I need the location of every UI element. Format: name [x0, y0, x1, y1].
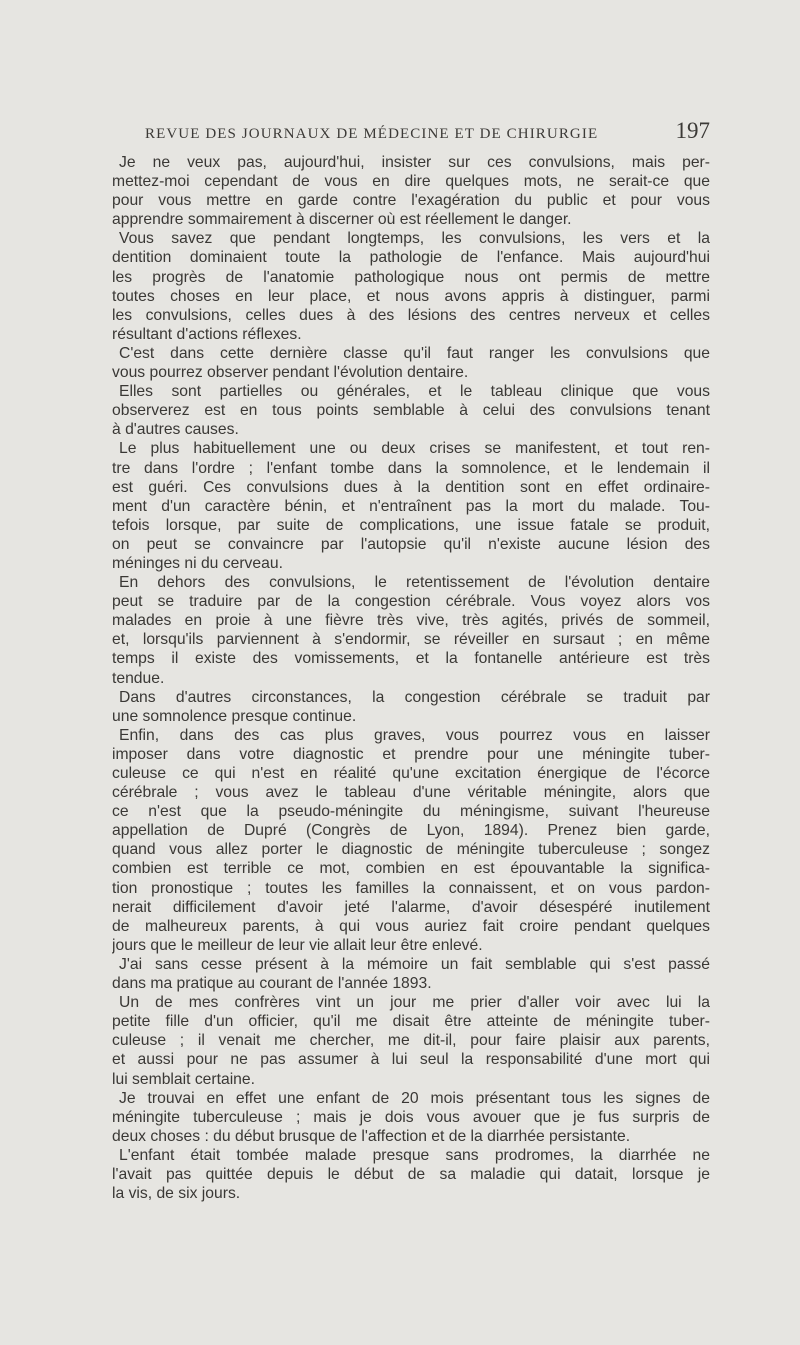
text-line: est guéri. Ces convulsions dues à la dentition sont en effet ordinaire- — [112, 478, 710, 496]
text-line: peut se traduire par de la congestion cérébrale. Vous voyez alors vos — [112, 593, 710, 611]
text-line: Dans d'autres circonstances, la congestion cérébrale se traduit par — [119, 688, 710, 706]
text-line: pour vous mettre en garde contre l'exagération du public et pour vous — [112, 192, 710, 210]
text-line: une somnolence presque continue. — [112, 707, 357, 725]
text-line: tendue. — [112, 669, 165, 687]
body-text — [112, 153, 710, 1203]
text-line: à d'autres causes. — [112, 421, 239, 439]
text-line: dans ma pratique au courant de l'année 1893. — [112, 975, 432, 993]
text-line: cérébrale ; vous avez le tableau d'une véritable méningite, alors que — [112, 784, 710, 802]
text-line: L'enfant était tombée malade presque sans prodromes, la diarrhée ne — [119, 1146, 710, 1164]
text-line: Le plus habituellement une ou deux crises se manifestent, et tout ren- — [119, 440, 710, 458]
text-line: combien est terrible ce mot, combien en est épouvantable la significa- — [112, 860, 710, 878]
text-line: temps il existe des vomissements, et la fontanelle antérieure est très — [112, 650, 710, 668]
paragraph — [112, 344, 710, 382]
text-line: apprendre sommairement à discerner où est réellement le danger. — [112, 211, 572, 229]
text-line: de malheureux parents, à qui vous auriez fait croire pendant quelques — [112, 917, 710, 935]
text-line: mettez-moi cependant de vous en dire quelques mots, ne serait-ce que — [112, 173, 710, 191]
text-line: malades en proie à une fièvre très vive, très agités, privés de sommeil, — [112, 612, 710, 630]
text-line: En dehors des convulsions, le retentissement de l'évolution dentaire — [119, 574, 710, 592]
text-line: on peut se convaincre par l'autopsie qu'il n'existe aucune lésion des — [112, 535, 710, 553]
paragraph — [112, 153, 710, 229]
text-line: nerait difficilement d'avoir jeté l'alarme, d'avoir désespéré inutilement — [112, 898, 710, 916]
paragraph — [112, 1089, 710, 1146]
running-header — [145, 118, 710, 148]
paragraph — [112, 688, 710, 726]
text-line: appellation de Dupré (Congrès de Lyon, 1894). Prenez bien garde, — [112, 822, 710, 840]
text-line: imposer dans votre diagnostic et prendre pour une méningite tuber- — [112, 745, 710, 763]
text-line: Enfin, dans des cas plus graves, vous pourrez vous en laisser — [119, 726, 710, 744]
text-line: deux choses : du début brusque de l'affection et de la diarrhée persistante. — [112, 1127, 631, 1145]
text-line: Un de mes confrères vint un jour me prier d'aller voir avec lui la — [119, 994, 710, 1012]
paragraph — [112, 726, 710, 955]
text-line: petite fille d'un officier, qu'il me disait être atteinte de méningite tuber- — [112, 1013, 710, 1031]
text-line: tion pronostique ; toutes les familles la connaissent, et on vous pardon- — [112, 879, 710, 897]
text-line: ment d'un caractère bénin, et n'entraînent pas la mort du malade. Tou- — [112, 497, 710, 515]
paragraph — [112, 993, 710, 1088]
paragraph — [112, 439, 710, 573]
text-line: culeuse ce qui n'est en réalité qu'une excitation énergique de l'écorce — [112, 765, 710, 782]
text-line: et, lorsqu'ils parviennent à s'endormir, se réveiller en sursaut ; en même — [112, 631, 710, 649]
text-line: C'est dans cette dernière classe qu'il faut ranger les convulsions que — [119, 344, 710, 362]
text-line: quand vous allez porter le diagnostic de méningite tuberculeuse ; songez — [112, 841, 710, 859]
paragraph — [112, 229, 710, 344]
running-title: REVUE DES JOURNAUX DE MÉDECINE ET DE CHIRURGIE — [145, 126, 599, 142]
text-line: ce n'est que la pseudo-méningite du méningisme, suivant l'heureuse — [112, 803, 710, 821]
text-line: observerez est en tous points semblable à celui des convulsions tenant — [112, 402, 710, 420]
text-line: vous pourrez observer pendant l'évolution dentaire. — [112, 364, 469, 382]
paragraph — [112, 1146, 710, 1203]
text-line: tefois lorsque, par suite de complications, une issue fatale se produit, — [112, 516, 710, 534]
text-line: les convulsions, celles dues à des lésions des centres nerveux et celles — [112, 306, 710, 324]
text-line: Je trouvai en effet une enfant de 20 mois présentant tous les signes de — [119, 1089, 710, 1107]
paragraph — [112, 382, 710, 439]
text-line: méninges ni du cerveau. — [112, 554, 283, 572]
paragraph — [112, 955, 710, 993]
text-line: les progrès de l'anatomie pathologique nous ont permis de mettre — [112, 268, 710, 286]
text-line: la vis, de six jours. — [112, 1185, 241, 1203]
text-line: Vous savez que pendant longtemps, les convulsions, les vers et la — [119, 230, 710, 248]
paragraph — [112, 573, 710, 688]
text-line: Elles sont partielles ou générales, et le tableau clinique que vous — [119, 383, 710, 401]
text-line: jours que le meilleur de leur vie allait leur être enlevé. — [112, 936, 483, 954]
text-line: lui semblait certaine. — [112, 1070, 255, 1088]
text-line: tre dans l'ordre ; l'enfant tombe dans la somnolence, et le lendemain il — [112, 459, 710, 477]
text-line: Je ne veux pas, aujourd'hui, insister sur ces convulsions, mais per- — [119, 154, 710, 171]
text-line: l'avait pas quittée depuis le début de sa maladie qui datait, lorsque je — [112, 1165, 710, 1183]
text-line: et aussi pour ne pas assumer à lui seul la responsabilité d'une mort qui — [112, 1051, 710, 1069]
page-number: 197 — [675, 118, 710, 143]
text-line: résultant d'actions réflexes. — [112, 325, 302, 343]
text-line: J'ai sans cesse présent à la mémoire un fait semblable qui s'est passé — [119, 955, 710, 973]
text-line: toutes choses en leur place, et nous avons appris à distinguer, parmi — [112, 287, 710, 305]
text-line: culeuse ; il venait me chercher, me dit-il, pour faire plaisir aux parents, — [112, 1032, 710, 1050]
text-line: dentition dominaient toute la pathologie de l'enfance. Mais aujourd'hui — [112, 249, 710, 267]
text-line: méningite tuberculeuse ; mais je dois vous avouer que je fus surpris de — [112, 1108, 710, 1126]
